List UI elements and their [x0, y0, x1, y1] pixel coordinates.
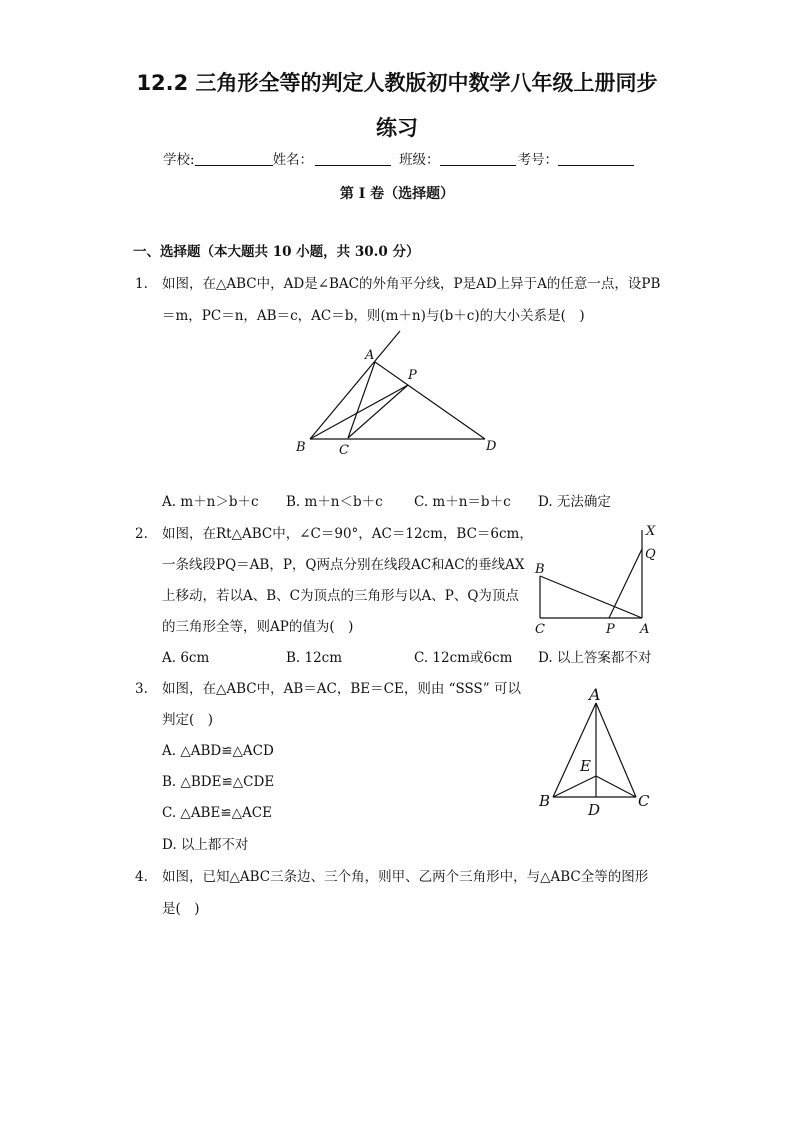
- q2-label-A: A: [640, 622, 650, 637]
- q4-text-line1: 如图，已知△ABC三条边、三个角，则甲、乙两个三角形中，与△ABC全等的图形: [162, 869, 649, 885]
- school-label: 学校:: [163, 152, 195, 168]
- q3-option-b[interactable]: B. △BDE≌△CDE: [162, 774, 275, 790]
- q1-option-c[interactable]: C. m＋n＝b＋c: [414, 494, 511, 510]
- school-blank[interactable]: [195, 151, 273, 166]
- q2-option-a[interactable]: A. 6cm: [162, 650, 210, 666]
- q2-text-line2: 一条线段PQ＝AB，P，Q两点分别在线段AC和AC的垂线AX: [162, 557, 525, 573]
- class-label: 班级：: [399, 152, 440, 168]
- q3-option-d[interactable]: D. 以上都不对: [162, 837, 249, 853]
- q3-line-BE: [553, 776, 596, 797]
- q3-line-AC: [596, 703, 636, 797]
- q3-option-c[interactable]: C. △ABE≌△ACE: [162, 805, 272, 821]
- q2-label-B: B: [535, 562, 545, 577]
- number-blank[interactable]: [558, 151, 634, 166]
- q2-text-line3: 上移动，若以A、B、C为顶点的三角形与以A、P、Q为顶点: [162, 588, 519, 604]
- q1-text-line2: ＝m，PC＝n，AB＝c，AC＝b，则(m＋n)与(b＋c)的大小关系是( ): [162, 308, 585, 324]
- q1-option-b[interactable]: B. m＋n＜b＋c: [286, 494, 383, 510]
- q3-label-D: D: [588, 801, 601, 819]
- q1-label-P: P: [408, 368, 417, 383]
- q1-label-D: D: [486, 439, 497, 454]
- q2-text-line4: 的三角形全等，则AP的值为( ): [162, 619, 354, 635]
- q2-option-b[interactable]: B. 12cm: [286, 650, 343, 666]
- q3-label-C: C: [638, 792, 650, 810]
- student-info-row: [163, 150, 634, 170]
- q1-label-B: B: [296, 440, 306, 455]
- q3-line-AB: [553, 703, 596, 797]
- q3-text-line2: 判定( ): [162, 712, 214, 728]
- q1-line-AD: [375, 362, 485, 439]
- q1-option-a[interactable]: A. m＋n＞b＋c: [162, 494, 259, 510]
- q2-number: 2.: [135, 526, 148, 542]
- q2-figure: [530, 520, 660, 640]
- name-blank[interactable]: [315, 151, 391, 166]
- q3-text-line1: 如图，在△ABC中，AB＝AC，BE＝CE，则由 “SSS” 可以: [162, 681, 521, 697]
- q1-line-BP: [310, 385, 408, 439]
- q4-number: 4.: [135, 869, 148, 885]
- q3-number: 3.: [135, 681, 148, 697]
- number-label: 考号：: [517, 152, 559, 168]
- q1-label-C: C: [339, 443, 349, 458]
- q2-label-X: X: [646, 524, 656, 539]
- q1-figure: [290, 325, 510, 460]
- q2-line-PQ: [609, 549, 642, 618]
- q2-option-d[interactable]: D. 以上答案都不对: [538, 650, 652, 666]
- page-title-line1: 12.2 三角形全等的判定人教版初中数学八年级上册同步: [136, 71, 658, 95]
- q3-figure: [535, 685, 660, 820]
- page-title-line2: 练习: [376, 116, 418, 140]
- q3-line-CE: [596, 776, 636, 797]
- q1-label-A: A: [365, 348, 375, 363]
- q2-option-c[interactable]: C. 12cm或6cm: [414, 650, 513, 666]
- q2-text-line1: 如图，在Rt△ABC中，∠C＝90°，AC＝12cm，BC＝6cm，: [162, 526, 533, 542]
- q3-label-E: E: [580, 757, 591, 775]
- q1-number: 1.: [135, 276, 148, 292]
- class-blank[interactable]: [440, 151, 516, 166]
- q3-label-B: B: [539, 792, 551, 810]
- q2-label-C: C: [535, 622, 545, 637]
- q1-line-BA-ext: [310, 331, 400, 439]
- q2-label-Q: Q: [645, 547, 656, 562]
- q2-label-P: P: [606, 622, 615, 637]
- name-label: 姓名：: [272, 152, 314, 168]
- q3-label-A: A: [589, 685, 601, 704]
- q4-text-line2: 是( ): [162, 901, 200, 917]
- volume-heading: 第 I 卷（选择题）: [339, 186, 455, 202]
- q1-option-d[interactable]: D. 无法确定: [538, 494, 611, 510]
- section-heading: 一、选择题（本大题共 10 小题，共 30.0 分）: [133, 244, 420, 260]
- q3-option-a[interactable]: A. △ABD≌△ACD: [162, 743, 274, 759]
- q1-text-line1: 如图，在△ABC中，AD是∠BAC的外角平分线，P是AD上异于A的任意一点，设PB: [162, 276, 661, 292]
